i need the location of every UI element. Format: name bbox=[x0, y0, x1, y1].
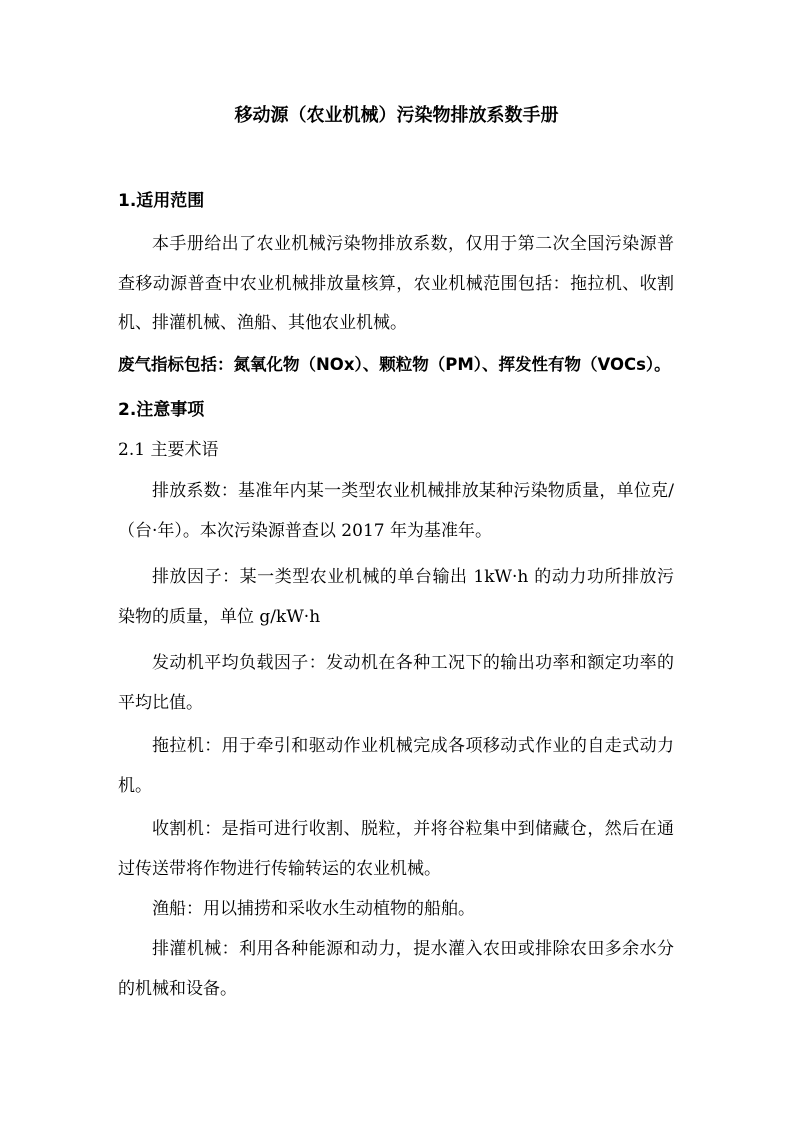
scope-paragraph: 本手册给出了农业机械污染物排放系数，仅用于第二次全国污染源普查移动源普查中农业机械排放量核算，农业机械范围包括：拖拉机、收割机、排灌机械、渔船、其他农业机械。 bbox=[118, 234, 674, 333]
section-2-heading: 2.注意事项 bbox=[118, 400, 205, 420]
term-tractor: 拖拉机：用于牵引和驱动作业机械完成各项移动式作业的自走式动力机。 bbox=[118, 736, 674, 796]
term-irrigation-machinery: 排灌机械：利用各种能源和动力，提水灌入农田或排除农田多余水分的机械和设备。 bbox=[118, 939, 674, 999]
term-emission-coefficient: 排放系数：基准年内某一类型农业机械排放某种污染物质量，单位克/（台·年）。本次污染源普查以 2017 年为基准年。 bbox=[118, 481, 674, 541]
subsection-2-1-heading: 2.1 主要术语 bbox=[118, 440, 219, 460]
document-title: 移动源（农业机械）污染物排放系数手册 bbox=[234, 105, 559, 126]
term-fishing-boat: 渔船：用以捕捞和采收水生动植物的船舶。 bbox=[152, 899, 475, 919]
section-1-heading: 1.适用范围 bbox=[118, 191, 205, 211]
term-load-factor: 发动机平均负载因子：发动机在各种工况下的输出功率和额定功率的平均比值。 bbox=[118, 653, 674, 713]
pollutant-indicators: 废气指标包括：氮氧化物（NOx）、颗粒物（PM）、挥发性有物（VOCs）。 bbox=[118, 355, 671, 374]
term-emission-factor: 排放因子：某一类型农业机械的单台输出 1kW·h 的动力功所排放污染物的质量，单位 g/kW·h bbox=[118, 567, 674, 627]
term-harvester: 收割机：是指可进行收割、脱粒，并将谷粒集中到储藏仓，然后在通过传送带将作物进行传输转运的农业机械。 bbox=[118, 819, 674, 879]
